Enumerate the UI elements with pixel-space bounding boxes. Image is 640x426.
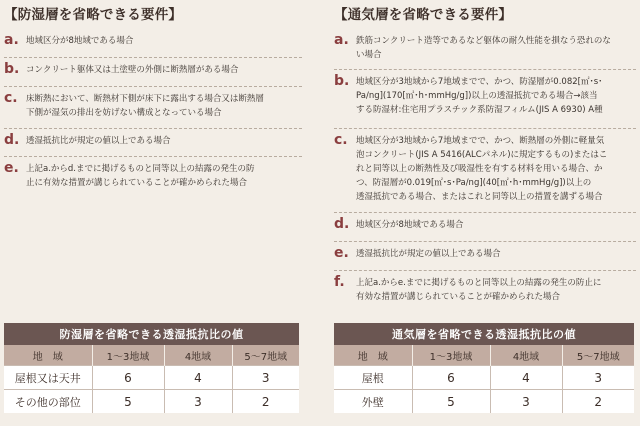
left-section [0, 0, 305, 188]
left-table-caption: 防湿層を省略できる透湿抵抗比の値 [4, 323, 299, 345]
item-text-line: 透湿抵抗である場合、またはこれと同等以上の措置を講ずる場合 [356, 192, 603, 202]
item-letter: b. [4, 61, 20, 77]
table-row [334, 366, 634, 390]
left-section-title: 【防湿層を省略できる要件】 [4, 7, 183, 23]
divider [4, 128, 302, 129]
item-text [26, 161, 255, 190]
list-item [0, 33, 133, 48]
divider [334, 270, 636, 271]
left-resistance-table [4, 323, 299, 413]
item-text-line: い場合 [356, 50, 382, 60]
left-table-header-4: 4地域 [164, 345, 232, 366]
list-item [0, 62, 238, 77]
table-row [4, 390, 299, 414]
item-text [26, 62, 238, 77]
list-item [330, 133, 607, 204]
item-text-line: 地域区分が3地域から7地域までで、かつ、防湿層が0.082[㎡･s･ [356, 77, 603, 87]
item-text [26, 133, 171, 148]
item-text-line: つ、防湿層が0.019[㎡･s･Pa/ng](40[㎡･h･mmHg/g])以上の [356, 178, 592, 188]
item-text-line: 地域区分が3地域から7地域までで、かつ、断熱層の外側に軽量気 [356, 136, 605, 146]
item-text-line: 地域区分が8地域である場合 [26, 36, 134, 46]
item-text-line: れと同等以上の断熱性及び吸湿性を有する材料を用いる場合、か [356, 164, 603, 174]
divider [334, 241, 636, 242]
left-table-header-region: 地 域 [4, 345, 92, 366]
right-table-caption: 通気層を省略できる透湿抵抗比の値 [334, 323, 634, 345]
item-text [356, 133, 607, 204]
divider [4, 156, 302, 157]
item-text-line: 泡コンクリート(JIS A 5416(ALCパネル)に規定するもの)またはこ [356, 150, 608, 160]
right-table-cell: 3 [490, 390, 562, 414]
item-text [356, 275, 601, 304]
item-text-line: 上記a.からd.までに掲げるものと同等以上の結露の発生の防 [26, 164, 255, 174]
divider [334, 212, 636, 213]
right-section-title: 【通気層を省略できる要件】 [334, 7, 513, 23]
left-table-cell: 3 [164, 390, 232, 414]
item-letter: c. [4, 90, 18, 106]
right-table-header-1-3: 1〜3地域 [412, 345, 490, 366]
item-letter: d. [334, 216, 350, 232]
item-text-line: 上記a.からe.までに掲げるものと同等以上の結露の発生の防止に [356, 278, 602, 288]
right-table-row-label: 外壁 [334, 390, 412, 414]
left-table-cell: 3 [232, 366, 299, 390]
divider [4, 57, 302, 58]
item-letter: e. [4, 160, 19, 176]
item-text-line: 有効な措置が講じられていることが確かめられた場合 [356, 292, 561, 302]
left-table-row-label: その他の部位 [4, 390, 92, 414]
left-table-cell: 5 [92, 390, 164, 414]
right-table-header-4: 4地域 [490, 345, 562, 366]
item-letter: f. [334, 274, 345, 290]
item-text-line: 下側が湿気の排出を妨げない構成となっている場合 [26, 108, 222, 118]
right-table-cell: 2 [562, 390, 634, 414]
right-resistance-table [334, 323, 634, 413]
item-text-line: する防湿材:住宅用プラスチック系防湿フィルム(JIS A 6930) A種 [356, 105, 603, 115]
right-table-row-label: 屋根 [334, 366, 412, 390]
item-letter: a. [334, 32, 349, 48]
right-table-cell: 3 [562, 366, 634, 390]
right-table-header-5-7: 5〜7地域 [562, 345, 634, 366]
divider [4, 86, 302, 87]
item-letter: a. [4, 32, 19, 48]
left-table-cell: 4 [164, 366, 232, 390]
table-row [4, 366, 299, 390]
item-text [26, 91, 264, 120]
item-text-line: コンクリート躯体又は土塗壁の外側に断熱層がある場合 [26, 65, 239, 75]
divider [334, 69, 636, 70]
list-item [0, 91, 264, 120]
right-table-cell: 5 [412, 390, 490, 414]
right-table-header-region: 地 域 [334, 345, 412, 366]
table-row [334, 390, 634, 414]
item-text-line: Pa/ng](170[㎡･h･mmHg/g])以上の透湿抵抗である場合→該当 [356, 91, 598, 101]
list-item [330, 217, 463, 232]
right-table-cell: 4 [490, 366, 562, 390]
item-text [356, 217, 463, 232]
item-text-line: 止に有効な措置が講じられていることが確かめられた場合 [26, 178, 248, 188]
list-item [0, 133, 171, 148]
list-item [0, 161, 255, 190]
left-table-header-1-3: 1〜3地域 [92, 345, 164, 366]
item-letter: e. [334, 245, 349, 261]
item-text [356, 246, 501, 261]
item-text-line: 地域区分が8地域である場合 [356, 220, 464, 230]
item-letter: d. [4, 132, 20, 148]
right-section [330, 0, 640, 302]
list-item [330, 74, 603, 117]
left-table-cell: 2 [232, 390, 299, 414]
item-text [356, 33, 611, 62]
list-item [330, 33, 611, 62]
left-table-header-5-7: 5〜7地域 [232, 345, 299, 366]
left-table-cell: 6 [92, 366, 164, 390]
item-letter: c. [334, 132, 348, 148]
list-item [330, 275, 601, 304]
item-letter: b. [334, 73, 350, 89]
item-text-line: 透湿抵抗比が規定の値以上である場合 [356, 249, 501, 259]
divider [334, 128, 636, 129]
item-text-line: 鉄筋コンクリート造等であるなど躯体の耐久性能を損なう恐れのな [356, 36, 611, 46]
list-item [330, 246, 501, 261]
item-text-line: 透湿抵抗比が規定の値以上である場合 [26, 136, 171, 146]
item-text [26, 33, 133, 48]
right-table-cell: 6 [412, 366, 490, 390]
item-text-line: 床断熱において、断熱材下側が床下に露出する場合又は断熱層 [26, 94, 264, 104]
item-text [356, 74, 603, 117]
left-table-row-label: 屋根又は天井 [4, 366, 92, 390]
